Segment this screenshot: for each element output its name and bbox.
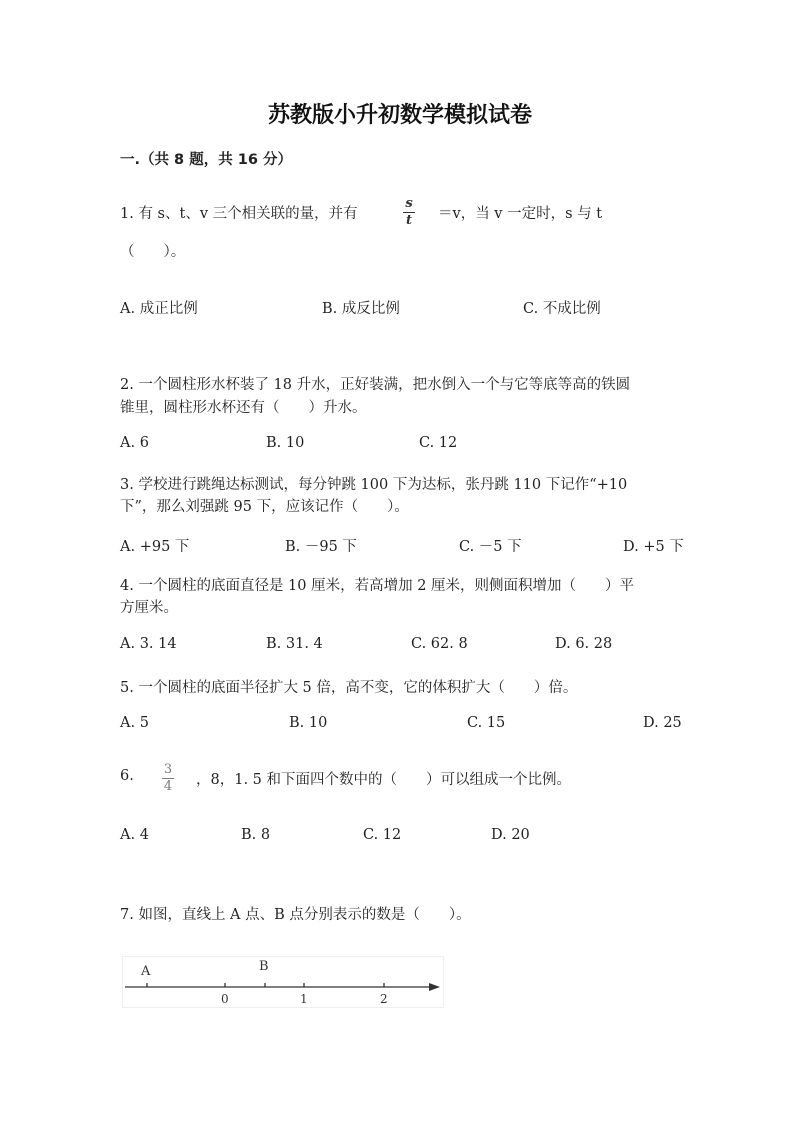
option-c[interactable]: C. 12 [363, 827, 402, 843]
option-c[interactable]: C. 12 [419, 435, 458, 451]
fraction-numerator: s [405, 196, 413, 211]
tick-label-2: 2 [380, 992, 388, 1006]
question-6-text: ，8，1. 5 和下面四个数中的（ ）可以组成一个比例。 [196, 772, 572, 788]
fraction-numerator: 3 [163, 762, 173, 777]
question-7-text: 7. 如图，直线上 A 点、B 点分别表示的数是（ ）。 [120, 907, 471, 923]
number-line-arrow-icon [429, 983, 440, 991]
option-c[interactable]: C. －5 下 [459, 539, 522, 555]
number-line-figure [122, 956, 444, 1008]
question-4-line-2: 方厘米。 [120, 600, 178, 616]
fraction-denominator: 4 [163, 779, 173, 794]
option-b[interactable]: B. 10 [289, 715, 328, 731]
question-2-line-2: 锥里，圆柱形水杯还有（ ）升水。 [120, 400, 367, 416]
option-d[interactable]: D. 20 [491, 827, 530, 843]
option-d[interactable]: D. 6. 28 [555, 636, 613, 652]
question-1-answer-blank: （ ）。 [120, 244, 186, 260]
question-4-line-1: 4. 一个圆柱的底面直径是 10 厘米，若高增加 2 厘米，则侧面积增加（ ）平 [120, 578, 635, 594]
tick-label-0: 0 [221, 992, 229, 1006]
option-b[interactable]: B. 成反比例 [322, 301, 400, 317]
question-5-text: 5. 一个圆柱的底面半径扩大 5 倍，高不变，它的体积扩大（ ）倍。 [120, 680, 578, 696]
question-1-text-continued: ＝v，当 v 一定时，s 与 t [438, 206, 603, 222]
option-b[interactable]: B. 8 [241, 827, 271, 843]
figure-border [123, 957, 444, 1008]
question-3-line-1: 3. 学校进行跳绳达标测试，每分钟跳 100 下为达标，张丹跳 110 下记作“+10 [120, 477, 628, 493]
section-heading: 一.（共 8 题，共 16 分） [120, 152, 292, 168]
option-b[interactable]: B. －95 下 [285, 539, 357, 555]
point-label-b: B [259, 959, 269, 974]
option-a[interactable]: A. 5 [120, 715, 149, 731]
option-a[interactable]: A. +95 下 [120, 539, 190, 555]
option-c[interactable]: C. 62. 8 [411, 636, 468, 652]
page-title: 苏教版小升初数学模拟试卷 [267, 103, 532, 128]
fraction-denominator: t [405, 213, 412, 228]
option-d[interactable]: D. 25 [643, 715, 682, 731]
fraction-s-over-t [400, 196, 418, 229]
option-d[interactable]: D. +5 下 [623, 539, 684, 555]
option-b[interactable]: B. 31. 4 [266, 636, 323, 652]
option-c[interactable]: C. 不成比例 [523, 301, 601, 317]
question-6-number: 6. [120, 768, 134, 784]
option-a[interactable]: A. 4 [120, 827, 149, 843]
question-1-text: 1. 有 s、t、v 三个相关联的量，并有 [120, 206, 358, 222]
question-3-line-2: 下”，那么刘强跳 95 下，应该记作（ ）。 [120, 499, 409, 515]
option-c[interactable]: C. 15 [467, 715, 506, 731]
question-2-line-1: 2. 一个圆柱形水杯装了 18 升水，正好装满，把水倒入一个与它等底等高的铁圆 [120, 377, 631, 393]
fraction-three-quarters [159, 762, 177, 795]
tick-label-1: 1 [300, 992, 308, 1006]
option-a[interactable]: A. 6 [120, 435, 149, 451]
option-a[interactable]: A. 成正比例 [120, 301, 198, 317]
option-b[interactable]: B. 10 [266, 435, 305, 451]
option-a[interactable]: A. 3. 14 [120, 636, 177, 652]
point-label-a: A [141, 964, 151, 979]
